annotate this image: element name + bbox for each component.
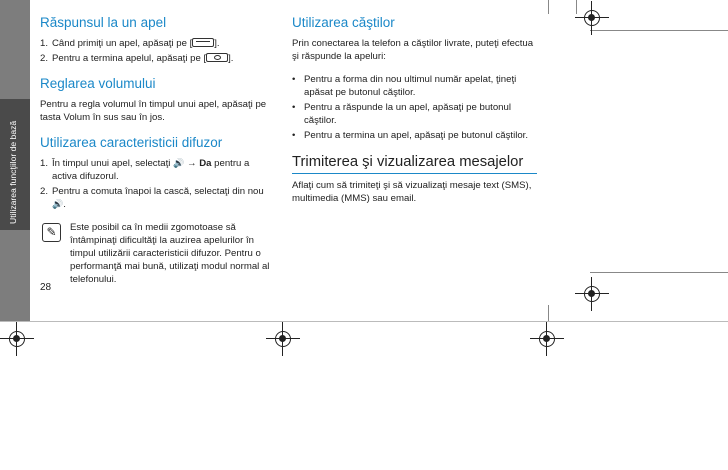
registration-mark-icon bbox=[272, 328, 294, 350]
headset-bullets bbox=[292, 73, 537, 142]
step-text: Pentru a comuta înapoi la cască, selectaţi din nou bbox=[52, 186, 264, 197]
step-text: În timpul unui apel, selectaţi bbox=[52, 158, 171, 169]
heading-headset: Utilizarea căştilor bbox=[292, 15, 395, 30]
heading-speaker: Utilizarea caracteristicii difuzor bbox=[40, 135, 223, 150]
end-key-icon bbox=[206, 53, 228, 62]
list-item bbox=[292, 129, 537, 142]
step-text-after: ]. bbox=[214, 38, 220, 49]
list-item bbox=[292, 101, 537, 127]
list-item bbox=[40, 52, 272, 65]
registration-mark-icon bbox=[581, 7, 603, 29]
arrow: → bbox=[186, 158, 197, 169]
step-text-after: ]. bbox=[228, 53, 234, 64]
step-text-after: pentru a activa difuzorul. bbox=[52, 158, 250, 182]
answer-call-steps bbox=[40, 37, 272, 65]
registration-mark-icon bbox=[581, 283, 603, 305]
page-number: 28 bbox=[40, 282, 52, 293]
crop-line bbox=[548, 305, 549, 321]
sidebar-label: Utilizarea funcţiilor de bază bbox=[8, 120, 18, 224]
step-number: 2. bbox=[40, 186, 49, 197]
crop-line bbox=[590, 30, 728, 31]
crop-line bbox=[548, 0, 549, 14]
bullet-text: Pentru a termina un apel, apăsaţi pe butonul căştilor. bbox=[304, 130, 528, 141]
bullet-text: Pentru a forma din nou ultimul număr apelat, ţineţi apăsat pe butonul căştilor. bbox=[304, 74, 517, 98]
volume-body: Pentru a regla volumul în timpul unui apel, apăsaţi pe tasta Volum în sus sau în jos. bbox=[40, 99, 267, 123]
bullet: • bbox=[292, 74, 296, 85]
option-yes: Da bbox=[199, 158, 212, 169]
bullet-text: Pentru a răspunde la un apel, apăsaţi pe butonul căştilor. bbox=[304, 102, 511, 126]
crop-line bbox=[576, 0, 577, 14]
list-item bbox=[40, 37, 272, 50]
sidebar-strip bbox=[0, 0, 30, 321]
list-item bbox=[292, 73, 537, 99]
step-text: Când primiţi un apel, apăsaţi pe [ bbox=[52, 38, 193, 49]
step-text: Pentru a termina apelul, apăsaţi pe [ bbox=[52, 53, 207, 64]
speaker-icon: 🔊 bbox=[52, 199, 64, 209]
heading-answer-call: Răspunsul la un apel bbox=[40, 15, 167, 30]
note-icon: ✎ bbox=[42, 223, 61, 242]
step-number: 1. bbox=[40, 158, 49, 169]
speaker-steps bbox=[40, 157, 272, 211]
messages-body: Aflaţi cum să trimiteţi şi să vizualizaţi mesaje text (SMS), multimedia (MMS) sau email. bbox=[292, 180, 532, 204]
note-text: Este posibil ca în medii zgomotoase să întâmpinaţi dificultăţi la auzirea apelurilor în timpul utilizării caracteristicii difuzor. Pentru o performanţă mai bună, utilizaţi modul normal al telefonului. bbox=[70, 222, 270, 285]
heading-messages: Trimiterea şi vizualizarea mesajelor bbox=[292, 154, 537, 174]
call-key-icon bbox=[192, 38, 214, 47]
step-number: 2. bbox=[40, 53, 49, 64]
registration-mark-icon bbox=[536, 328, 558, 350]
step-number: 1. bbox=[40, 38, 49, 49]
list-item bbox=[40, 157, 272, 183]
bullet: • bbox=[292, 130, 296, 141]
list-item bbox=[40, 185, 272, 211]
right-column bbox=[292, 14, 537, 215]
heading-volume: Reglarea volumului bbox=[40, 76, 156, 91]
registration-mark-icon bbox=[6, 328, 28, 350]
note-block bbox=[40, 221, 272, 286]
left-column bbox=[40, 14, 272, 286]
bullet: • bbox=[292, 102, 296, 113]
crop-line bbox=[590, 272, 728, 273]
speaker-icon: 🔊 bbox=[173, 158, 185, 168]
step-text-after: . bbox=[63, 199, 66, 210]
page-edge bbox=[0, 321, 728, 322]
headset-body: Prin conectarea la telefon a căştilor livrate, puteţi efectua şi răspunde la apeluri: bbox=[292, 38, 534, 62]
